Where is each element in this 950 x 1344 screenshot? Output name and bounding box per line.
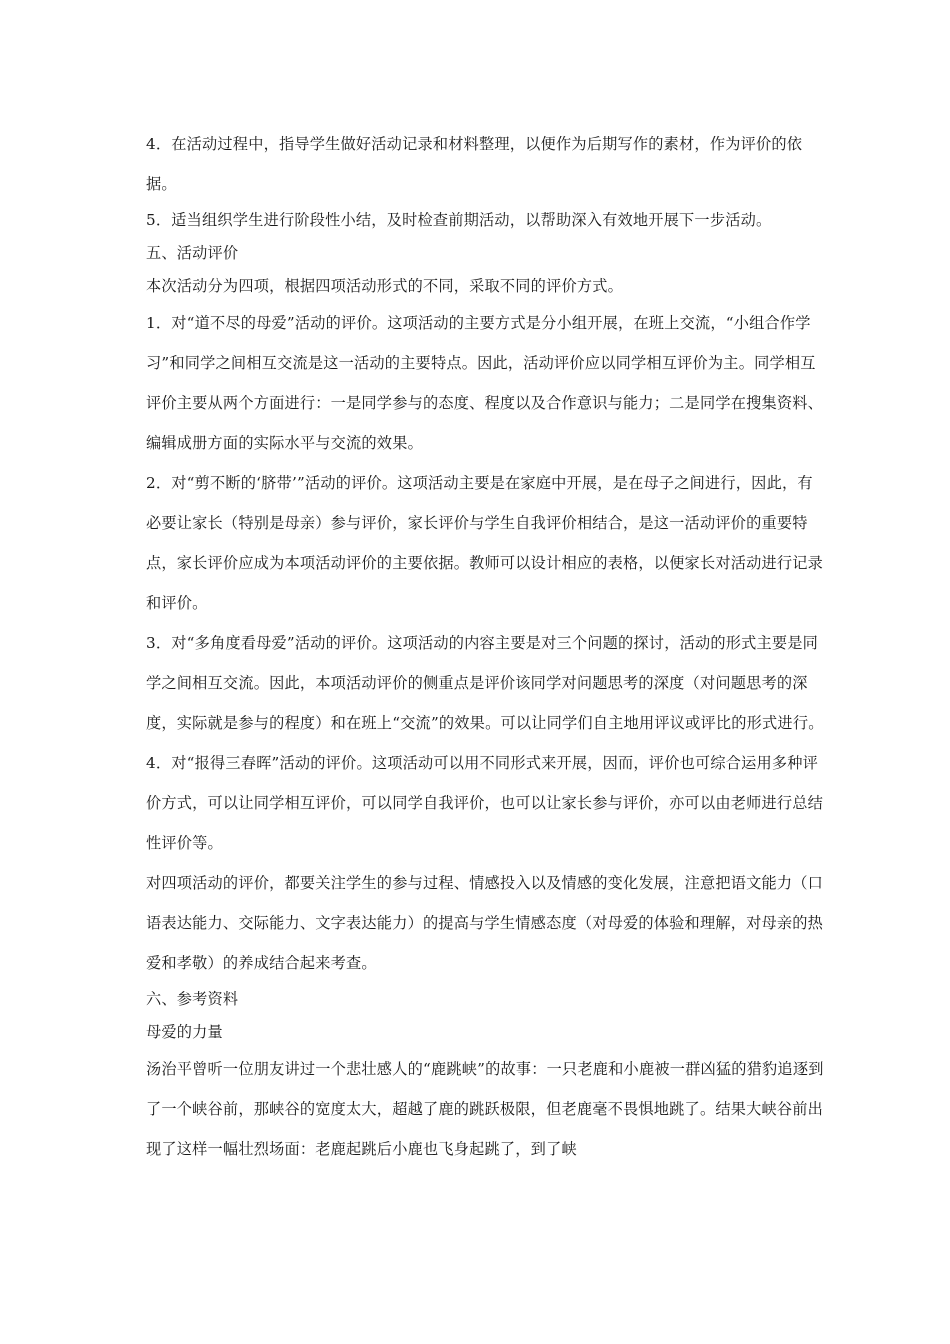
paragraph-evaluation-overall: 对四项活动的评价，都要关注学生的参与过程、情感投入以及情感的变化发展，注意把语文能力（口语表达能力、交际能力、文字表达能力）的提高与学生情感态度（对母爱的体验和理解，对母亲的热爱和孝敬）的养成结合起来考查。 (146, 874, 824, 972)
section-heading-activity-evaluation: 五、活动评价 (146, 244, 239, 262)
section-heading-references: 六、参考资料 (146, 990, 239, 1008)
paragraph-item-4-process: 4．在活动过程中，指导学生做好活动记录和材料整理，以便作为后期写作的素材，作为评价的依据。 (146, 135, 803, 193)
document-page (146, 124, 826, 1169)
reference-title: 母爱的力量 (146, 1023, 223, 1041)
paragraph-evaluation-intro: 本次活动分为四项，根据四项活动形式的不同，采取不同的评价方式。 (146, 277, 624, 295)
paragraph-evaluation-2: 2．对“剪不断的‘脐带’”活动的评价。这项活动主要是在家庭中开展，是在母子之间进行，因此，有必要让家长（特别是母亲）参与评价，家长评价与学生自我评价相结合，是这一活动评价的重要特点，家长评价应成为本项活动评价的主要依据。教师可以设计相应的表格，以便家长对活动进行记录和评价。 (146, 474, 824, 612)
paragraph-item-5-summary: 5．适当组织学生进行阶段性小结，及时检查前期活动，以帮助深入有效地开展下一步活动。 (146, 211, 772, 229)
paragraph-evaluation-3: 3．对“多角度看母爱”活动的评价。这项活动的内容主要是对三个问题的探讨，活动的形式主要是同学之间相互交流。因此，本项活动评价的侧重点是评价该同学对问题思考的深度（对问题思考的深度，实际就是参与的程度）和在班上“交流”的效果。可以让同学们自主地用评议或评比的形式进行。 (146, 634, 824, 732)
paragraph-reference-story: 汤治平曾听一位朋友讲过一个悲壮感人的“鹿跳峡”的故事：一只老鹿和小鹿被一群凶猛的猎豹追逐到了一个峡谷前，那峡谷的宽度太大，超越了鹿的跳跃极限，但老鹿毫不畏惧地跳了。结果大峡谷前出现了这样一幅壮烈场面：老鹿起跳后小鹿也飞身起跳了，到了峡 (146, 1060, 824, 1158)
paragraph-evaluation-4: 4．对“报得三春晖”活动的评价。这项活动可以用不同形式来开展，因而，评价也可综合运用多种评价方式，可以让同学相互评价，可以同学自我评价，也可以让家长参与评价，亦可以由老师进行总结性评价等。 (146, 754, 824, 852)
paragraph-evaluation-1: 1．对“道不尽的母爱”活动的评价。这项活动的主要方式是分小组开展，在班上交流，“小组合作学习”和同学之间相互交流是这一活动的主要特点。因此，活动评价应以同学相互评价为主。同学相互评价主要从两个方面进行：一是同学参与的态度、程度以及合作意识与能力；二是同学在搜集资料、编辑成册方面的实际水平与交流的效果。 (146, 314, 824, 452)
